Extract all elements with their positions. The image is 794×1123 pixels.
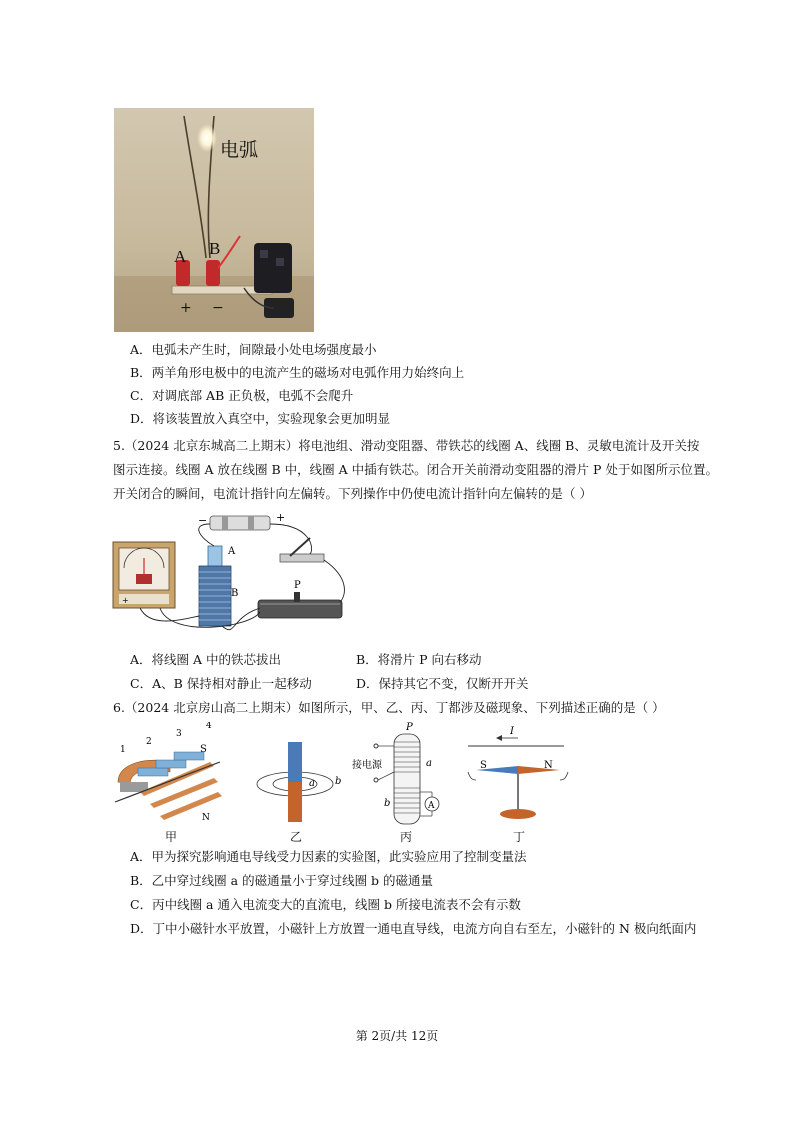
q6-option-b: B．乙中穿过线圈 a 的磁通量小于穿过线圈 b 的磁通量 — [130, 873, 434, 888]
svg-text:+: + — [122, 596, 129, 605]
q5-option-c: C．A、B 保持相对静止一起移动 — [130, 676, 312, 691]
q5-circuit-drawing — [110, 508, 355, 648]
q6-figure-bing — [350, 720, 450, 830]
q6-figure-jia — [110, 722, 230, 826]
caption-ding: 丁 — [513, 830, 526, 844]
bing-source-label: 接电源 — [352, 760, 382, 771]
jia-s-label: S — [200, 744, 207, 755]
jia-n-label: N — [202, 813, 210, 822]
bing-meter-label: A — [428, 801, 435, 811]
bing-a-label: a — [426, 758, 432, 769]
coil-a-label: A — [228, 546, 236, 557]
q5-stem-line-2: 图示连接。线圈 A 放在线圈 B 中，线圈 A 中插有铁芯。闭合开关前滑动变阻器的滑片 P 处于如图所示位置。 — [113, 462, 718, 477]
q5-option-d: D．保持其它不变，仅断开开关 — [356, 676, 529, 691]
q6-jia-drawing — [110, 722, 230, 822]
q6-yi-drawing — [255, 740, 355, 826]
q6-option-c: C．丙中线圈 a 通入电流变大的直流电，线圈 b 所接电流表不会有示数 — [130, 897, 521, 912]
ding-i-label: I — [510, 726, 514, 737]
bing-b-label: b — [384, 798, 391, 809]
yi-a-label: a — [309, 778, 315, 789]
caption-bing: 丙 — [400, 830, 413, 844]
jia-num-3: 3 — [176, 729, 182, 739]
ding-s-label: S — [480, 760, 487, 771]
slider-p-label: P — [294, 580, 301, 591]
bing-p-label: P — [406, 722, 413, 733]
jia-num-4: 4 — [206, 722, 212, 731]
plus-label: + — [180, 300, 192, 316]
page-footer: 第 2页/共 12页 — [355, 1029, 439, 1043]
battery-plus-label: + — [276, 511, 286, 524]
q5-stem-line-1: 5.（2024 北京东城高二上期末）将电池组、滑动变阻器、带铁芯的线圈 A、线圈 B、灵敏电流计及开关按 — [113, 438, 700, 453]
q5-option-a: A．将线圈 A 中的铁芯拔出 — [130, 652, 282, 667]
q4-option-b: B．两羊角形电极中的电流产生的磁场对电弧作用力始终向上 — [130, 365, 465, 380]
q5-stem-line-3: 开关闭合的瞬间，电流计指针向左偏转。下列操作中仍使电流计指针向左偏转的是（ ） — [113, 486, 592, 501]
q4-option-a: A．电弧未产生时，间隙最小处电场强度最小 — [130, 342, 377, 357]
arc-photo-drawing — [114, 108, 314, 332]
caption-jia: 甲 — [165, 830, 178, 844]
yi-b-label: b — [335, 776, 342, 787]
coil-b-label: B — [231, 588, 239, 599]
q4-option-c: C．对调底部 AB 正负极，电弧不会爬升 — [130, 388, 354, 403]
q6-figure-yi — [255, 740, 355, 830]
arc-electrode-photo — [114, 108, 314, 332]
battery-minus-label: − — [198, 514, 208, 527]
q4-option-d: D．将该装置放入真空中，实验现象会更加明显 — [130, 411, 391, 426]
photo-label: 电弧 — [220, 139, 259, 161]
jia-num-1: 1 — [120, 745, 126, 755]
minus-label: − — [212, 300, 224, 316]
electrode-b-label: B — [209, 239, 221, 258]
q5-option-b: B．将滑片 P 向右移动 — [356, 652, 482, 667]
q6-figure-ding — [464, 724, 574, 828]
caption-yi: 乙 — [290, 830, 303, 844]
ding-n-label: N — [544, 760, 553, 771]
q5-circuit-figure — [110, 508, 355, 652]
jia-num-2: 2 — [146, 737, 152, 747]
electrode-a-label: A — [174, 247, 187, 266]
q6-ding-drawing — [464, 724, 574, 824]
q6-option-d: D．丁中小磁针水平放置，小磁针上方放置一通电直导线，电流方向自右至左，小磁针的 N 极向纸面内 — [130, 921, 697, 936]
q6-option-a: A．甲为探究影响通电导线受力因素的实验图，此实验应用了控制变量法 — [130, 849, 527, 864]
q6-stem: 6.（2024 北京房山高二上期末）如图所示，甲、乙、丙、丁都涉及磁现象、下列描述正确的是（ ） — [113, 700, 665, 715]
q6-bing-drawing — [350, 720, 450, 826]
